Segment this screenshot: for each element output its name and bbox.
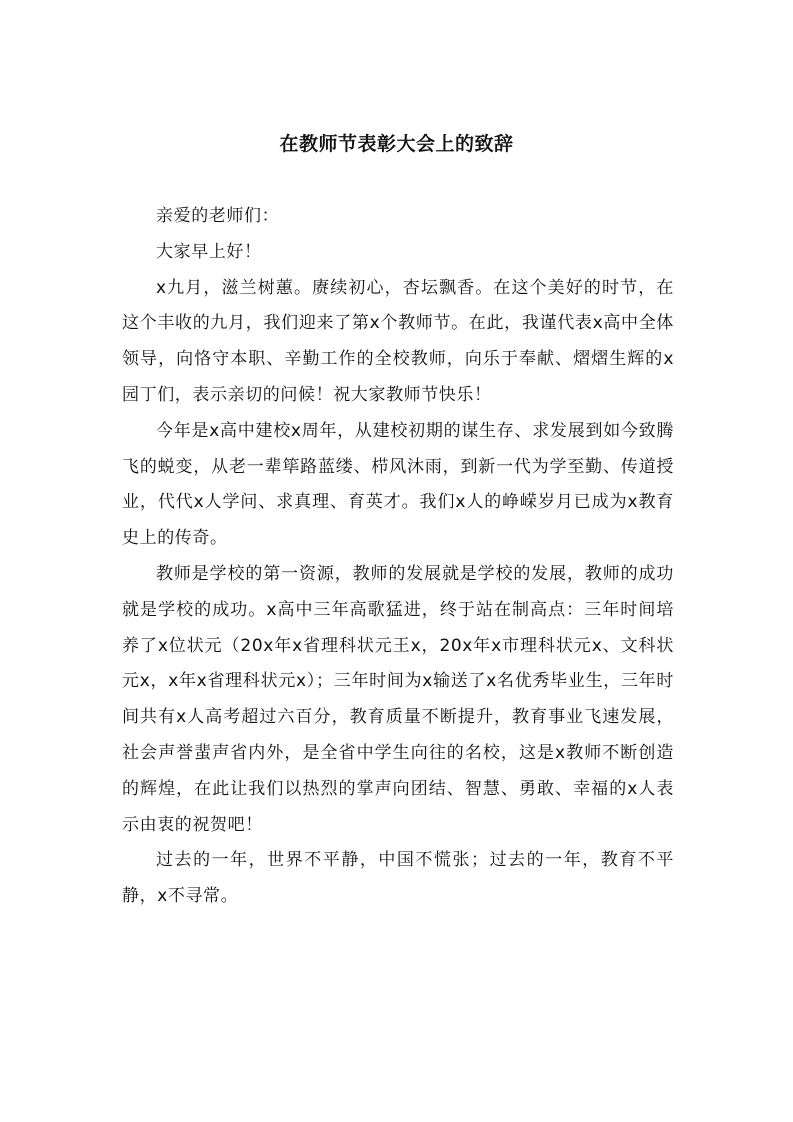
body-paragraph-2: 今年是x高中建校x周年，从建校初期的谋生存、求发展到如今致腾飞的蜕变，从老一辈筚路蓝缕、栉风沐雨，到新一代为学至勤、传道授业，代代x人学问、求真理、育英才。我们x人的峥嵘岁月已成为x教育史上的传奇。 xyxy=(122,420,674,549)
document-body xyxy=(122,199,674,915)
salutation-paragraph: 亲爱的老师们： xyxy=(156,206,280,226)
body-paragraph-1: x九月，滋兰树蕙。赓续初心，杏坛飘香。在这个美好的时节，在这个丰收的九月，我们迎来了第x个教师节。在此，我谨代表x高中全体领导，向恪守本职、辛勤工作的全校教师，向乐于奉献、熠熠生辉的x园丁们，表示亲切的问候！祝大家教师节快乐！ xyxy=(122,277,674,405)
greeting-paragraph: 大家早上好！ xyxy=(156,241,262,262)
body-paragraph-4: 过去的一年，世界不平静，中国不慌张；过去的一年，教育不平静，x不寻常。 xyxy=(122,850,674,907)
document-title: 在教师节表彰大会上的致辞 xyxy=(279,133,514,155)
body-paragraph-3: 教师是学校的第一资源，教师的发展就是学校的发展，教师的成功就是学校的成功。x高中三年高歌猛进，终于站在制高点：三年时间培养了x位状元（20x年x省理科状元王x，20x年x市理科状元x、文科状元x，x年x省理科状元x）；三年时间为x输送了x名优秀毕业生，三年时间共有x人高考超过六百分，教育质量不断提升，教育事业飞速发展，社会声誉蜚声省内外，是全省中学生向往的名校，这是x教师不断创造的辉煌，在此让我们以热烈的掌声向团结、智慧、勇敢、幸福的x人表示由衷的祝贺吧！ xyxy=(122,563,674,835)
